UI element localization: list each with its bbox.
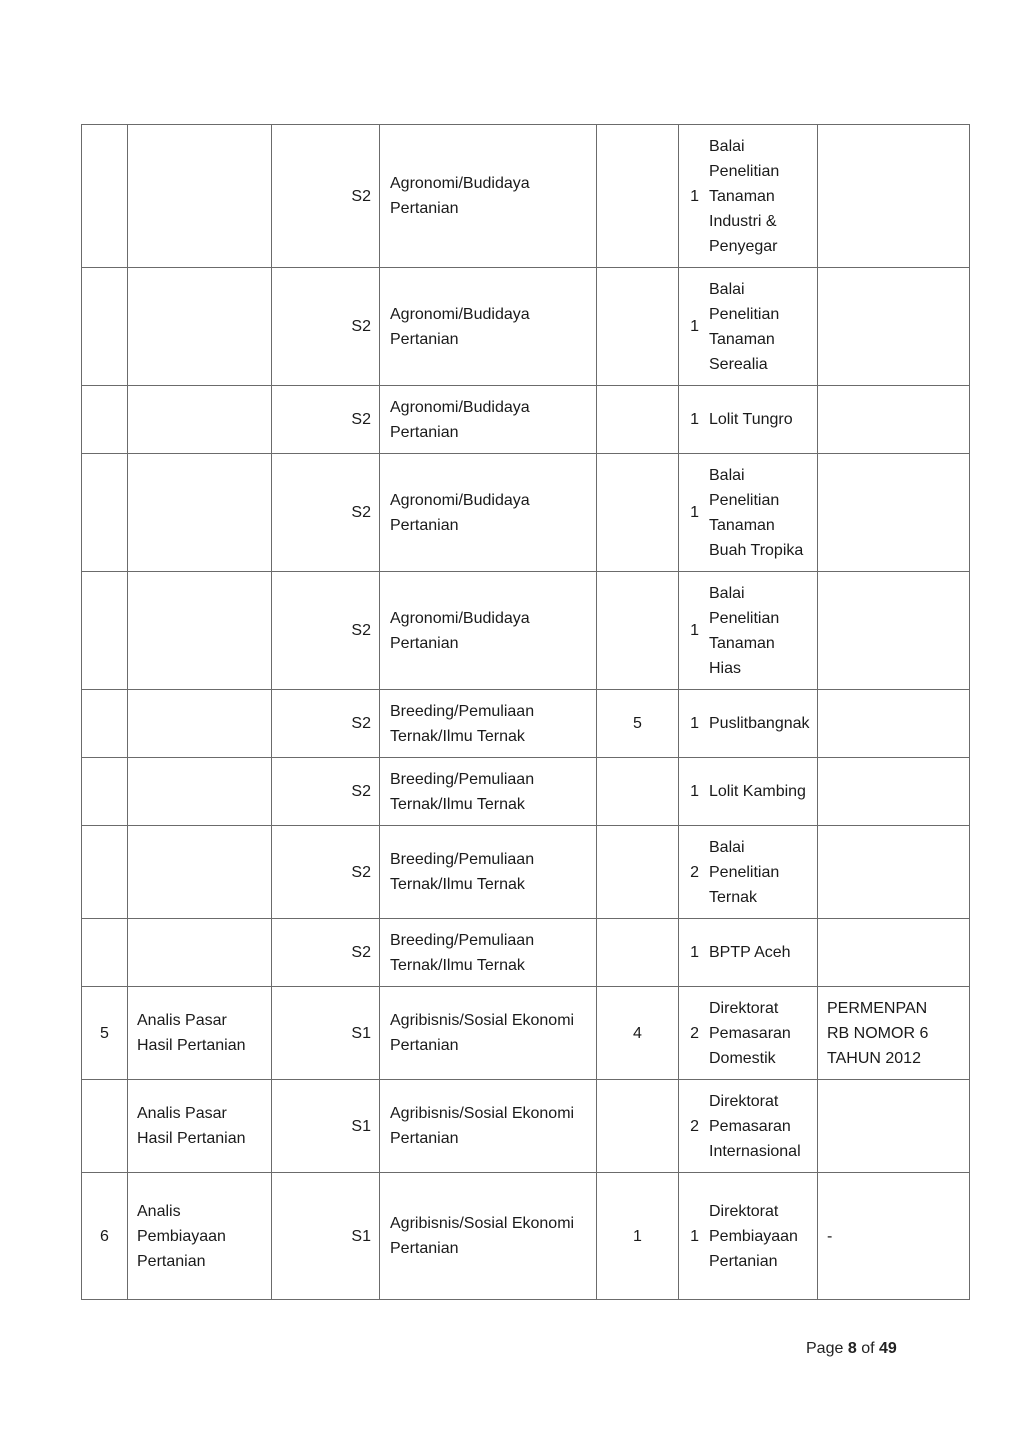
total-count-cell	[597, 386, 679, 454]
total-count-cell	[597, 572, 679, 690]
row-number-cell: 5	[82, 987, 128, 1080]
position-cell	[128, 919, 272, 987]
major-cell: Agronomi/Budidaya Pertanian	[380, 454, 597, 572]
table-row	[82, 826, 970, 919]
major-cell: Breeding/Pemuliaan Ternak/Ilmu Ternak	[380, 919, 597, 987]
position-cell	[128, 758, 272, 826]
row-number-cell	[82, 826, 128, 919]
position-cell	[128, 125, 272, 268]
education-level-cell: S2	[272, 454, 380, 572]
education-level-cell: S2	[272, 919, 380, 987]
total-count-cell	[597, 454, 679, 572]
work-unit-cell: Lolit Kambing	[701, 758, 818, 826]
major-cell: Agronomi/Budidaya Pertanian	[380, 386, 597, 454]
page-label: Page	[806, 1340, 844, 1357]
table-row	[82, 268, 970, 386]
work-unit-cell: Balai Penelitian Tanaman Hias	[701, 572, 818, 690]
remarks-cell	[818, 919, 970, 987]
table-row	[82, 125, 970, 268]
table-row	[82, 386, 970, 454]
table-row	[82, 987, 970, 1080]
work-unit-cell: Direktorat Pemasaran Domestik	[701, 987, 818, 1080]
major-cell: Agribisnis/Sosial Ekonomi Pertanian	[380, 1080, 597, 1173]
work-unit-cell: Lolit Tungro	[701, 386, 818, 454]
major-cell: Agronomi/Budidaya Pertanian	[380, 125, 597, 268]
work-unit-cell: Balai Penelitian Tanaman Buah Tropika	[701, 454, 818, 572]
remarks-cell	[818, 454, 970, 572]
position-cell	[128, 572, 272, 690]
total-count-cell	[597, 826, 679, 919]
unit-quantity-cell: 1	[679, 454, 702, 572]
remarks-cell	[818, 268, 970, 386]
row-number-cell	[82, 125, 128, 268]
unit-quantity-cell: 1	[679, 125, 702, 268]
major-cell: Agronomi/Budidaya Pertanian	[380, 572, 597, 690]
unit-quantity-cell: 1	[679, 690, 702, 758]
remarks-cell	[818, 758, 970, 826]
total-count-cell: 1	[597, 1173, 679, 1300]
remarks-cell	[818, 1080, 970, 1173]
row-number-cell	[82, 919, 128, 987]
education-level-cell: S2	[272, 690, 380, 758]
unit-quantity-cell: 1	[679, 268, 702, 386]
work-unit-cell: Balai Penelitian Ternak	[701, 826, 818, 919]
education-level-cell: S2	[272, 386, 380, 454]
major-cell: Agronomi/Budidaya Pertanian	[380, 268, 597, 386]
major-cell: Breeding/Pemuliaan Ternak/Ilmu Ternak	[380, 826, 597, 919]
work-unit-cell: Direktorat Pembiayaan Pertanian	[701, 1173, 818, 1300]
position-cell	[128, 690, 272, 758]
education-level-cell: S1	[272, 1080, 380, 1173]
total-count-cell	[597, 125, 679, 268]
work-unit-cell: Puslitbangnak	[701, 690, 818, 758]
education-level-cell: S2	[272, 125, 380, 268]
education-level-cell: S2	[272, 572, 380, 690]
total-count-cell	[597, 268, 679, 386]
unit-quantity-cell: 2	[679, 987, 702, 1080]
row-number-cell	[82, 268, 128, 386]
work-unit-cell: Direktorat Pemasaran Internasional	[701, 1080, 818, 1173]
work-unit-cell: BPTP Aceh	[701, 919, 818, 987]
remarks-cell	[818, 826, 970, 919]
position-cell	[128, 386, 272, 454]
major-cell: Agribisnis/Sosial Ekonomi Pertanian	[380, 1173, 597, 1300]
table-row	[82, 690, 970, 758]
table-row	[82, 758, 970, 826]
row-number-cell	[82, 690, 128, 758]
position-cell	[128, 268, 272, 386]
table-row	[82, 1080, 970, 1173]
unit-quantity-cell: 1	[679, 919, 702, 987]
total-pages-number: 49	[878, 1340, 897, 1357]
remarks-cell	[818, 386, 970, 454]
education-level-cell: S1	[272, 1173, 380, 1300]
row-number-cell	[82, 386, 128, 454]
total-count-cell: 4	[597, 987, 679, 1080]
unit-quantity-cell: 1	[679, 572, 702, 690]
total-count-cell	[597, 758, 679, 826]
remarks-cell	[818, 125, 970, 268]
table-row	[82, 572, 970, 690]
unit-quantity-cell: 2	[679, 826, 702, 919]
table-row	[82, 454, 970, 572]
unit-quantity-cell: 1	[679, 758, 702, 826]
total-count-cell	[597, 1080, 679, 1173]
remarks-cell: -	[818, 1173, 970, 1300]
work-unit-cell: Balai Penelitian Tanaman Industri & Penyegar	[701, 125, 818, 268]
row-number-cell	[82, 454, 128, 572]
table-row	[82, 1173, 970, 1300]
formation-table	[81, 124, 970, 1300]
remarks-cell	[818, 690, 970, 758]
table-row	[82, 919, 970, 987]
position-cell: Analis Pasar Hasil Pertanian	[128, 1080, 272, 1173]
unit-quantity-cell: 1	[679, 386, 702, 454]
total-count-cell: 5	[597, 690, 679, 758]
unit-quantity-cell: 2	[679, 1080, 702, 1173]
major-cell: Breeding/Pemuliaan Ternak/Ilmu Ternak	[380, 690, 597, 758]
education-level-cell: S2	[272, 268, 380, 386]
remarks-cell: PERMENPAN RB NOMOR 6 TAHUN 2012	[818, 987, 970, 1080]
unit-quantity-cell: 1	[679, 1173, 702, 1300]
row-number-cell	[82, 572, 128, 690]
education-level-cell: S1	[272, 987, 380, 1080]
education-level-cell: S2	[272, 826, 380, 919]
total-count-cell	[597, 919, 679, 987]
row-number-cell	[82, 758, 128, 826]
remarks-cell	[818, 572, 970, 690]
current-page-number: 8	[847, 1340, 857, 1357]
position-cell	[128, 454, 272, 572]
position-cell: Analis Pasar Hasil Pertanian	[128, 987, 272, 1080]
major-cell: Breeding/Pemuliaan Ternak/Ilmu Ternak	[380, 758, 597, 826]
row-number-cell: 6	[82, 1173, 128, 1300]
major-cell: Agribisnis/Sosial Ekonomi Pertanian	[380, 987, 597, 1080]
row-number-cell	[82, 1080, 128, 1173]
table-body	[82, 125, 970, 1300]
of-label: of	[861, 1340, 875, 1357]
work-unit-cell: Balai Penelitian Tanaman Serealia	[701, 268, 818, 386]
position-cell	[128, 826, 272, 919]
page-footer	[806, 1340, 897, 1358]
education-level-cell: S2	[272, 758, 380, 826]
position-cell: Analis Pembiayaan Pertanian	[128, 1173, 272, 1300]
